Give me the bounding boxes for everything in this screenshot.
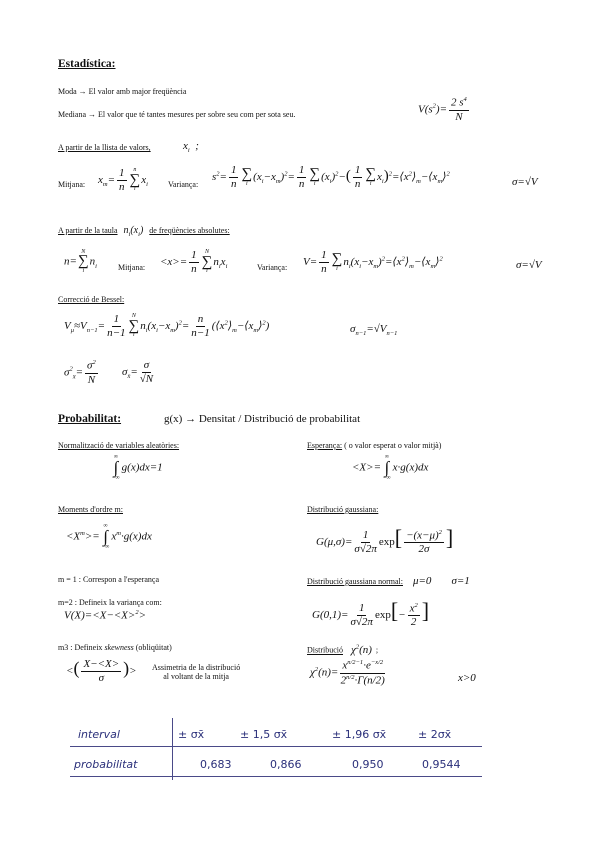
moments-label: Moments d'ordre m: [58, 505, 123, 514]
probability-heading: Probabilitat: [58, 413, 122, 425]
mean-formula-2: <x>= $\frac{1}{n}$ N ∑ i $n_ix_i$ [160, 249, 228, 275]
table-freq-label: A partir de la taula $n_i(x_i)$ de freqüències absolutes: [58, 225, 230, 238]
normalization-formula: ∞ ∫ −∞ g(x)dx=1 [112, 454, 163, 481]
xi-symbol: $x_i$ ; [183, 140, 199, 155]
x-positive-condition: x>0 [458, 672, 476, 684]
sigma-n-minus-1: $\sigma_{n-1}=√V_{n-1}$ [350, 323, 398, 338]
statistics-heading: Estadística: [58, 58, 116, 70]
bessel-label: Correcció de Bessel: [58, 295, 125, 304]
row-label-probability: probabilitat [74, 758, 138, 771]
expectation-formula: <X>= ∞ ∫ −∞ x·g(x)dx [352, 454, 429, 481]
header-2-sigma: ± 2σx̄ [418, 728, 452, 741]
skewness-formula: <( $\frac{X-<X>}{\sigma}$ )> [66, 657, 137, 684]
sigma-sqrt-v: σ=√V [512, 176, 538, 188]
gaussian-formula: G(μ,σ)= $\frac{1}{\sigma√2\pi}$ exp[ $\frac{-(x-\mu)^2}{2\sigma}$ ] [316, 525, 454, 556]
value-2-sigma: 0,9544 [422, 758, 461, 771]
m2-note: m=2 : Defineix la variança com: [58, 598, 162, 607]
skewness-description: Assimetria de la distribució al voltant de la mitja [152, 663, 241, 681]
moments-formula: $<X^m>=$ ∞ ∫ −∞ $x^m\cdot g(x)dx$ [66, 523, 152, 550]
variance-label: Variança: [168, 180, 199, 189]
mean-label-2: Mitjana: [118, 263, 146, 272]
sigma-mean-squared: $\sigma^2_{x̄}=$ $\frac{\sigma^2}{N}$ [64, 359, 96, 386]
variance-formula-s2: $V(s^2)=$ $\frac{2 s^4}{N}$ [418, 96, 467, 123]
chi-square-formula: $\chi^2(n)=$ $\frac{x^{n/2-1}\cdot e^{-x/2}}{2^{n/2}\cdot\Gamma(n/2)}$ [310, 659, 385, 687]
variance-label-2: Variança: [257, 263, 288, 272]
variance-formula: $s^2=$ $\frac{1}{n}$ ∑ i $(x_i-x_m)^2=$ $\frac{1}{n}$ ∑ i $(x_i)^2-$( $\frac{1}{n}$ ∑ i $x_i)^2=⟨x^2⟩_m-⟨x_m⟩^2$ [212, 164, 450, 190]
m1-note: m = 1 : Correspon a l'esperança [58, 575, 160, 584]
median-definition: Mediana → El valor que té tantes mesures per sobre seu com per sota seu. [58, 110, 296, 119]
row-label-interval: interval [78, 728, 120, 741]
sigma-sqrt-v-2: σ=√V [516, 259, 542, 271]
bessel-formula: $V_\mu\approx V_{n-1}=$ $\frac{1}{n-1}$ N ∑ i $n_i(x_i-x_m)^2=$ $\frac{n}{n-1}$ $(⟨x^2⟩_m-⟨x_m⟩^2)$ [64, 313, 270, 339]
sigma-mean: $\sigma_{x̄}=$ $\frac{\sigma}{√N}$ [122, 359, 154, 385]
header-1-96-sigma: ± 1,96 σx̄ [332, 728, 387, 741]
m3-note: m3 : Defineix skewness (obliqüitat) [58, 643, 172, 652]
chi-label: Distribució $\chi^2(n)$ ; [307, 643, 379, 656]
variance-formula-2: V= $\frac{1}{n}$ ∑ i $n_i(x_i-x_m)^2=⟨x^2⟩_m-⟨x_m⟩^2$ [303, 249, 443, 275]
header-1-sigma: ± σx̄ [178, 728, 205, 741]
variance-expectation-formula: V(X)=<X−<X>$^2$> [64, 609, 147, 622]
confidence-interval-table [70, 718, 482, 780]
value-1-sigma: 0,683 [200, 758, 232, 771]
mean-label: Mitjana: [58, 180, 86, 189]
normalization-label: Normalització de variables aleatòries: [58, 441, 180, 450]
gaussian-normal-label: Distribució gaussiana normal: μ=0 σ=1 [307, 575, 470, 587]
value-1-96-sigma: 0,950 [352, 758, 384, 771]
list-values-label: A partir de la llista de valors, [58, 143, 151, 152]
mode-definition: Moda → El valor amb major freqüència [58, 87, 187, 96]
gaussian-normal-formula: G(0,1)= $\frac{1}{\sigma√2\pi}$ exp[− $\frac{x^2}{2}$ ] [312, 598, 430, 629]
expectation-label: Esperança: ( o valor esperat o valor mitjà) [307, 441, 442, 450]
n-sum-formula: n= N ∑ i $n_i$ [64, 249, 97, 274]
gaussian-label: Distribució gaussiana: [307, 505, 379, 514]
value-1-5-sigma: 0,866 [270, 758, 302, 771]
header-1-5-sigma: ± 1,5 σx̄ [240, 728, 288, 741]
density-description: g(x) → Densitat / Distribució de probabilitat [164, 413, 361, 425]
mean-formula: $x_m=$ $\frac{1}{n}$ n ∑ i $x_i$ [98, 167, 148, 193]
